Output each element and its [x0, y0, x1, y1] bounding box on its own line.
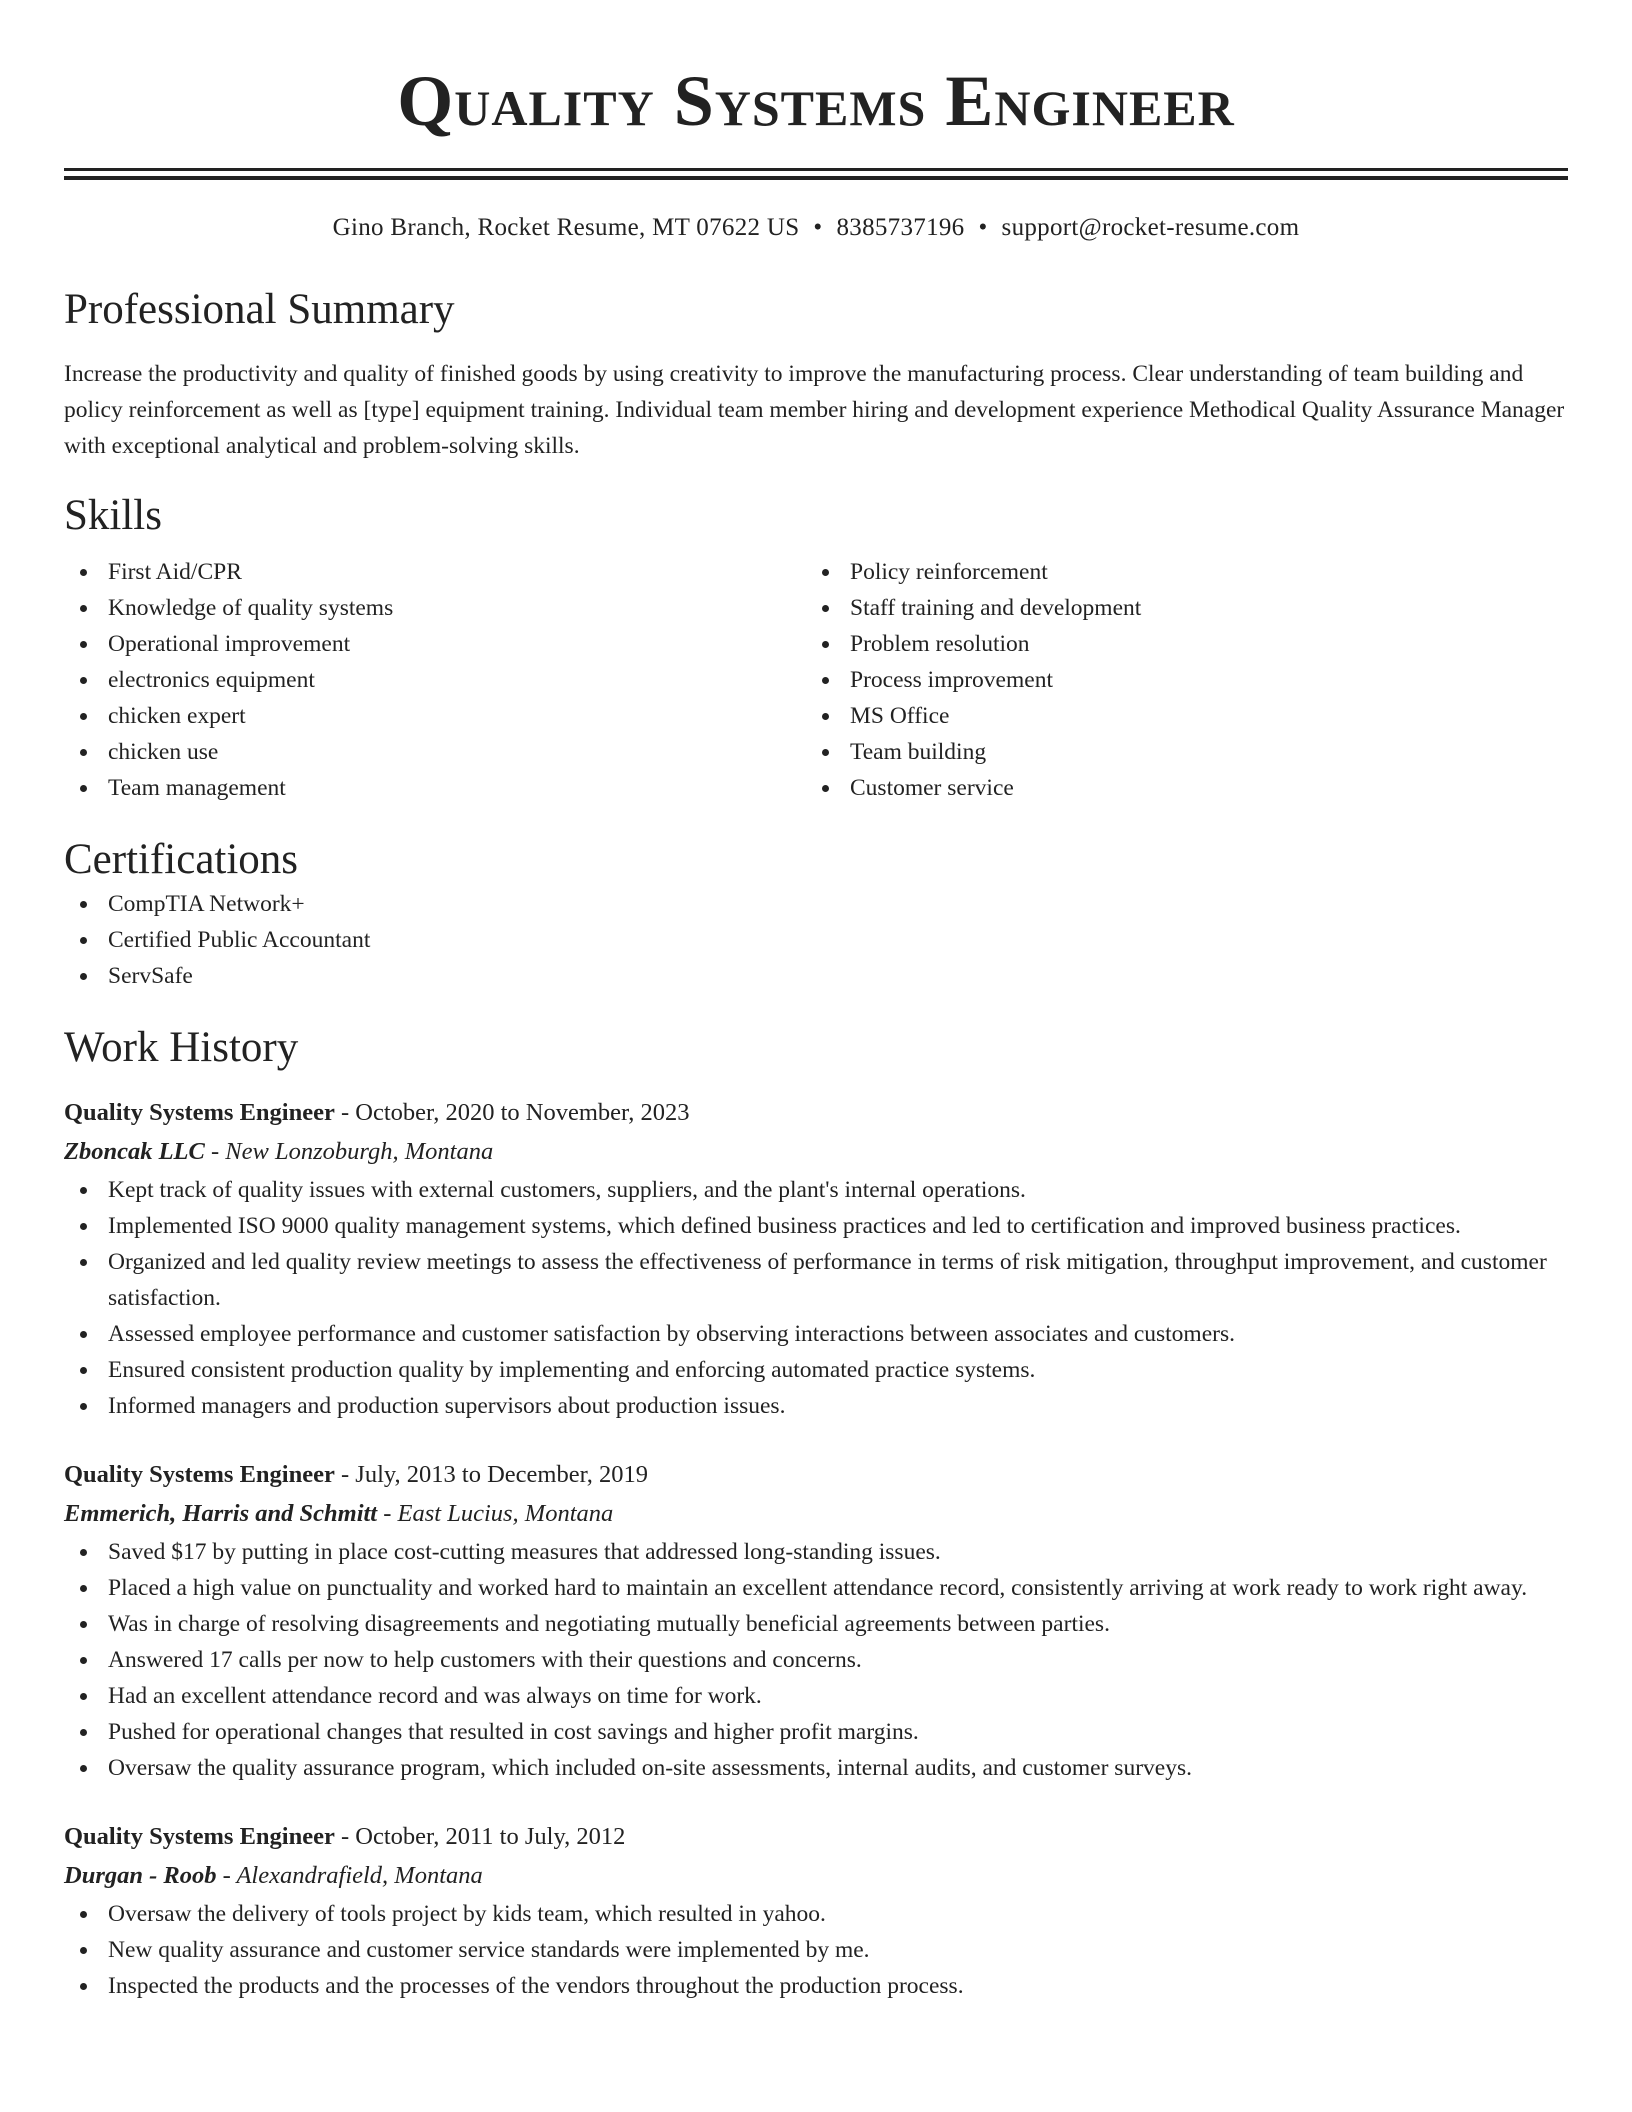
certification-item — [64, 886, 1568, 922]
bullet-icon — [80, 937, 87, 944]
bullet-icon — [80, 901, 87, 908]
skill-label: Process improvement — [850, 667, 1053, 693]
skill-label: chicken use — [108, 739, 219, 765]
job-bullet-text: Implemented ISO 9000 quality management systems, which defined business practices and led to certification and improved business practices. — [108, 1213, 1461, 1239]
contact-separator: • — [813, 214, 823, 241]
bullet-icon — [80, 1729, 87, 1736]
job-bullet — [64, 1316, 1568, 1352]
skills-section — [64, 490, 1568, 806]
bullet-icon — [80, 1765, 87, 1772]
job-entry — [64, 1818, 1568, 2004]
resume-page — [64, 0, 1568, 2004]
bullet-icon — [822, 641, 829, 648]
skill-label: chicken expert — [108, 703, 246, 729]
job-bullet — [64, 1352, 1568, 1388]
certification-label: Certified Public Accountant — [108, 927, 371, 953]
bullet-icon — [80, 1585, 87, 1592]
skill-item — [806, 698, 1548, 734]
certification-item — [64, 922, 1568, 958]
skill-item — [64, 770, 806, 806]
skill-label: First Aid/CPR — [108, 559, 242, 585]
job-bullet-text: Answered 17 calls per now to help customers with their questions and concerns. — [108, 1647, 862, 1673]
bullet-icon — [80, 641, 87, 648]
bullet-icon — [822, 677, 829, 684]
bullet-icon — [80, 1947, 87, 1954]
bullet-icon — [822, 713, 829, 720]
job-title-line — [64, 1456, 1568, 1494]
bullet-icon — [80, 605, 87, 612]
job-bullet — [64, 1534, 1568, 1570]
skill-label: Knowledge of quality systems — [108, 595, 394, 621]
bullet-icon — [822, 785, 829, 792]
skill-item — [806, 554, 1548, 590]
certification-label: CompTIA Network+ — [108, 891, 305, 917]
job-bullet-text: Ensured consistent production quality by implementing and enforcing automated practice systems. — [108, 1357, 1036, 1383]
certifications-list — [64, 886, 1568, 994]
bullet-icon — [80, 973, 87, 980]
job-bullet-text: Informed managers and production supervisors about production issues. — [108, 1393, 786, 1419]
skill-label: Operational improvement — [108, 631, 351, 657]
bullet-icon — [80, 1657, 87, 1664]
bullet-icon — [822, 605, 829, 612]
job-bullets — [64, 1172, 1568, 1424]
job-company: Durgan - Roob — [64, 1862, 217, 1889]
job-company-line — [64, 1856, 1568, 1896]
job-bullet-text: Assessed employee performance and customer satisfaction by observing interactions between associates and customers. — [108, 1321, 1235, 1347]
bullet-icon — [822, 749, 829, 756]
skill-item — [64, 662, 806, 698]
professional-summary-section — [64, 284, 1568, 464]
title-divider — [64, 168, 1568, 180]
bullet-icon — [80, 1983, 87, 1990]
job-company: Zboncak LLC — [64, 1138, 205, 1165]
job-bullet — [64, 1932, 1568, 1968]
skills-heading: Skills — [64, 492, 162, 539]
skill-label: electronics equipment — [108, 667, 315, 693]
work-history-heading: Work History — [64, 1024, 299, 1071]
job-company-line — [64, 1132, 1568, 1172]
job-bullet-text: Placed a high value on punctuality and worked hard to maintain an excellent attendance record, consistently arriving at work ready to work right away. — [108, 1575, 1528, 1601]
skill-label: Team management — [108, 775, 286, 801]
job-bullet-text: Was in charge of resolving disagreements and negotiating mutually beneficial agreements between parties. — [108, 1611, 1110, 1637]
summary-text: Increase the productivity and quality of finished goods by using creativity to improve the manufacturing process. Clear understanding of team building and policy reinforcement as well as [type] equipment training. Individual team member hiring and development experience Methodical Quality Assurance Manager with exceptional analytical and problem-solving skills. — [64, 361, 1565, 459]
skill-item — [64, 554, 806, 590]
job-bullet — [64, 1244, 1568, 1316]
contact-address: Gino Branch, Rocket Resume, MT 07622 US — [332, 214, 800, 241]
job-bullet — [64, 1642, 1568, 1678]
bullet-icon — [80, 1911, 87, 1918]
skills-column-right — [806, 554, 1548, 806]
job-title-line — [64, 1094, 1568, 1132]
job-bullet — [64, 1896, 1568, 1932]
job-bullet — [64, 1606, 1568, 1642]
bullet-icon — [80, 1187, 87, 1194]
certification-label: ServSafe — [108, 963, 193, 989]
skill-item — [806, 662, 1548, 698]
skill-item — [806, 590, 1548, 626]
certification-item — [64, 958, 1568, 994]
skill-label: Problem resolution — [850, 631, 1030, 657]
job-location: - New Lonzoburgh, Montana — [204, 1138, 494, 1165]
bullet-icon — [80, 713, 87, 720]
job-company: Emmerich, Harris and Schmitt — [64, 1500, 378, 1527]
bullet-icon — [80, 785, 87, 792]
contact-line — [64, 212, 1568, 244]
page-title: Quality Systems Engineer — [397, 61, 1235, 141]
bullet-icon — [80, 569, 87, 576]
job-bullet — [64, 1678, 1568, 1714]
job-bullet-text: Oversaw the delivery of tools project by kids team, which resulted in yahoo. — [108, 1901, 826, 1927]
skills-list-left — [64, 554, 806, 806]
job-bullet — [64, 1968, 1568, 2004]
job-dates: - October, 2020 to November, 2023 — [334, 1099, 690, 1126]
bullet-icon — [80, 1259, 87, 1266]
certifications-heading: Certifications — [64, 836, 299, 883]
job-company-line — [64, 1494, 1568, 1534]
job-bullet-text: Organized and led quality review meetings to assess the effectiveness of performance in terms of risk mitigation, throughput improvement, and customer satisfaction. — [108, 1249, 1547, 1311]
skill-label: Policy reinforcement — [850, 559, 1048, 585]
job-entry — [64, 1094, 1568, 1424]
contact-phone: 8385737196 — [836, 214, 965, 241]
bullet-icon — [80, 1331, 87, 1338]
job-bullet-text: Saved $17 by putting in place cost-cutting measures that addressed long-standing issues. — [108, 1539, 941, 1565]
bullet-icon — [80, 1621, 87, 1628]
job-bullets — [64, 1534, 1568, 1786]
contact-separator: • — [978, 214, 988, 241]
job-bullet-text: Oversaw the quality assurance program, which included on-site assessments, internal audits, and customer surveys. — [108, 1755, 1192, 1781]
certifications-section — [64, 834, 1568, 994]
skill-label: Customer service — [850, 775, 1014, 801]
job-dates: - July, 2013 to December, 2019 — [334, 1461, 649, 1488]
work-history-section — [64, 1022, 1568, 2004]
job-bullet-text: Inspected the products and the processes of the vendors throughout the production process. — [108, 1973, 964, 1999]
bullet-icon — [80, 1223, 87, 1230]
skill-item — [64, 698, 806, 734]
job-bullet-text: Pushed for operational changes that resulted in cost savings and higher profit margins. — [108, 1719, 919, 1745]
skills-column-left — [64, 554, 806, 806]
skill-item — [64, 626, 806, 662]
skill-label: Team building — [850, 739, 987, 765]
contact-email: support@rocket-resume.com — [1001, 214, 1300, 241]
summary-heading: Professional Summary — [64, 286, 455, 333]
bullet-icon — [822, 569, 829, 576]
job-bullets — [64, 1896, 1568, 2004]
job-bullet-text: Had an excellent attendance record and was always on time for work. — [108, 1683, 762, 1709]
skill-item — [64, 590, 806, 626]
bullet-icon — [80, 749, 87, 756]
job-role: Quality Systems Engineer — [64, 1461, 335, 1488]
bullet-icon — [80, 1693, 87, 1700]
job-entry — [64, 1456, 1568, 1786]
bullet-icon — [80, 1549, 87, 1556]
job-role: Quality Systems Engineer — [64, 1823, 335, 1850]
job-bullet — [64, 1172, 1568, 1208]
skill-item — [806, 626, 1548, 662]
bullet-icon — [80, 677, 87, 684]
job-bullet — [64, 1750, 1568, 1786]
skill-label: Staff training and development — [850, 595, 1142, 621]
job-bullet-text: Kept track of quality issues with external customers, suppliers, and the plant's internal operations. — [108, 1177, 1026, 1203]
bullet-icon — [80, 1403, 87, 1410]
skills-list-right — [806, 554, 1548, 806]
job-bullet — [64, 1570, 1568, 1606]
bullet-icon — [80, 1367, 87, 1374]
skill-item — [806, 734, 1548, 770]
job-bullet — [64, 1208, 1568, 1244]
job-bullet — [64, 1388, 1568, 1424]
skills-grid — [64, 554, 1568, 806]
skill-item — [64, 734, 806, 770]
job-location: - East Lucius, Montana — [377, 1500, 614, 1527]
job-dates: - October, 2011 to July, 2012 — [334, 1823, 626, 1850]
skill-label: MS Office — [850, 703, 950, 729]
skill-item — [806, 770, 1548, 806]
job-title-line — [64, 1818, 1568, 1856]
job-location: - Alexandrafield, Montana — [216, 1862, 483, 1889]
job-bullet — [64, 1714, 1568, 1750]
job-bullet-text: New quality assurance and customer service standards were implemented by me. — [108, 1937, 870, 1963]
job-role: Quality Systems Engineer — [64, 1099, 335, 1126]
